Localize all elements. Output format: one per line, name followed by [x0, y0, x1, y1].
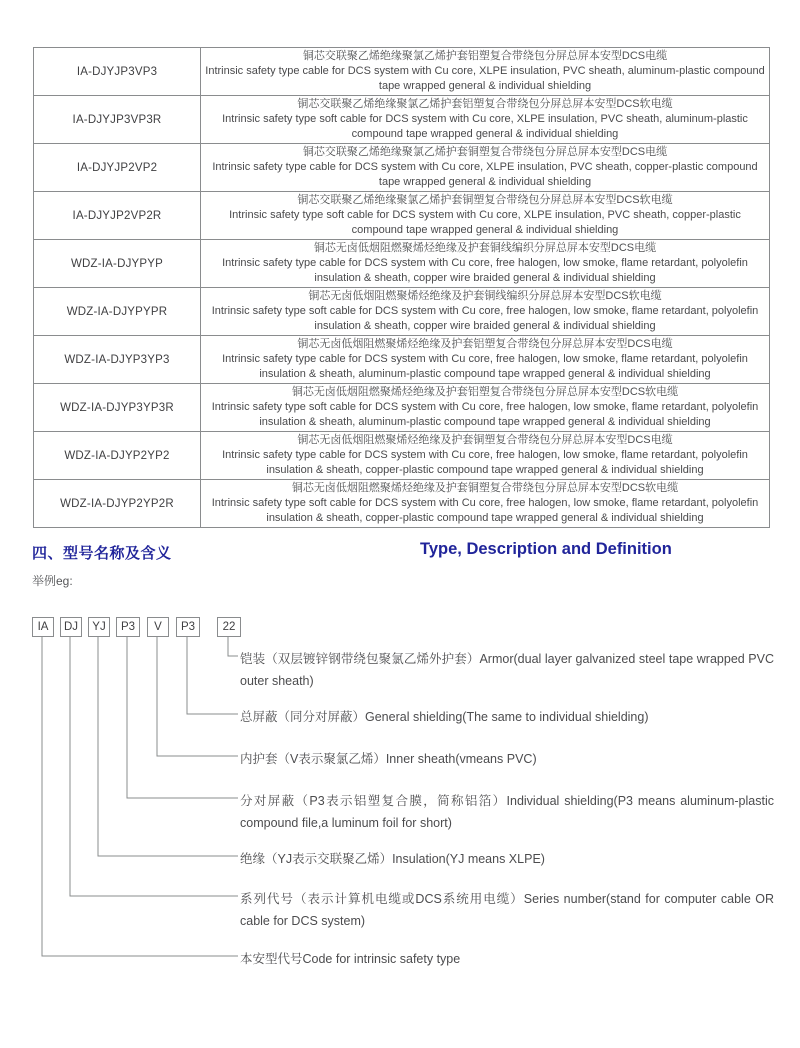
description-en: Intrinsic safety type soft cable for DCS system with Cu core, XLPE insulation, PVC sheath, copper-plastic compound tape wrapped general & individual shielding — [229, 209, 741, 236]
cable-type-table — [33, 47, 770, 528]
description-cell — [201, 240, 770, 288]
table-row — [34, 336, 770, 384]
description-cn: 铜芯交联聚乙烯绝缘聚氯乙烯护套铜塑复合带绕包分屏总屏本安型DCS电缆 — [302, 146, 668, 158]
model-code: WDZ-IA-DJYP3YP3 — [34, 336, 201, 384]
description-en: Intrinsic safety type cable for DCS system with Cu core, XLPE insulation, PVC sheath, copper-plastic compound tape wrapped general & individual shielding — [212, 161, 758, 188]
code-box-general-shielding: P3 — [176, 617, 200, 637]
model-code: WDZ-IA-DJYPYP — [34, 240, 201, 288]
description-cell — [201, 480, 770, 528]
code-box-series: DJ — [60, 617, 82, 637]
description-cn: 铜芯无卤低烟阻燃聚烯烃绝缘及护套铜塑复合带绕包分屏总屏本安型DCS软电缆 — [291, 482, 679, 494]
code-box-armor: 22 — [217, 617, 241, 637]
description-cell — [201, 432, 770, 480]
description-cell — [201, 192, 770, 240]
description-cell — [201, 96, 770, 144]
description-en: Intrinsic safety type cable for DCS system with Cu core, free halogen, low smoke, flame retardant, polyolefin insulation & sheath, copper-plastic compound tape wrapped general & individual shielding — [222, 449, 748, 476]
model-code: IA-DJYJP2VP2R — [34, 192, 201, 240]
description-cn: 铜芯无卤低烟阻燃聚烯烃绝缘及护套铝塑复合带绕包分屏总屏本安型DCS软电缆 — [291, 386, 679, 398]
code-box-insulation: YJ — [88, 617, 110, 637]
table-row — [34, 48, 770, 96]
description-cn: 铜芯无卤低烟阻燃聚烯烃绝缘及护套铝塑复合带绕包分屏总屏本安型DCS电缆 — [297, 338, 673, 350]
example-label: 举例eg: — [32, 574, 73, 588]
description-en: Intrinsic safety type cable for DCS system with Cu core, free halogen, low smoke, flame retardant, polyolefin insulation & sheath, aluminum-plastic compound tape wrapped general & individual shielding — [222, 353, 748, 380]
description-en: Intrinsic safety type soft cable for DCS system with Cu core, free halogen, low smoke, flame retardant, polyolefin insulation & sheath, copper-plastic compound tape wrapped general & individual shielding — [211, 497, 759, 524]
code-box-intrinsic-safety: IA — [32, 617, 54, 637]
model-code: IA-DJYJP2VP2 — [34, 144, 201, 192]
model-code: WDZ-IA-DJYP3YP3R — [34, 384, 201, 432]
model-code: WDZ-IA-DJYP2YP2R — [34, 480, 201, 528]
definition-armor: 铠装（双层镀锌钢带绕包聚氯乙烯外护套）Armor(dual layer galvanized steel tape wrapped PVC outer sheath) — [240, 652, 774, 688]
description-en: Intrinsic safety type cable for DCS system with Cu core, free halogen, low smoke, flame retardant, polyolefin insulation & sheath, copper wire braided general & individual shielding — [222, 257, 748, 284]
description-cell — [201, 288, 770, 336]
table-row — [34, 288, 770, 336]
description-cell — [201, 384, 770, 432]
description-cn: 铜芯交联聚乙烯绝缘聚氯乙烯护套铝塑复合带绕包分屏总屏本安型DCS软电缆 — [297, 98, 673, 110]
description-cn: 铜芯无卤低烟阻燃聚烯烃绝缘及护套铜线编织分屏总屏本安型DCS软电缆 — [308, 290, 662, 302]
model-code: WDZ-IA-DJYPYPR — [34, 288, 201, 336]
section-title-en: Type, Description and Definition — [420, 540, 672, 558]
description-cell — [201, 336, 770, 384]
table-row — [34, 480, 770, 528]
description-en: Intrinsic safety type soft cable for DCS system with Cu core, free halogen, low smoke, flame retardant, polyolefin insulation & sheath, aluminum-plastic compound tape wrapped general & individual shielding — [211, 401, 759, 428]
definition-general-shielding: 总屏蔽（同分对屏蔽）General shielding(The same to individual shielding) — [240, 710, 649, 724]
description-en: Intrinsic safety type soft cable for DCS system with Cu core, XLPE insulation, PVC sheath, aluminum-plastic compound tape wrapped general & individual shielding — [222, 113, 748, 140]
description-cn: 铜芯交联聚乙烯绝缘聚氯乙烯护套铜塑复合带绕包分屏总屏本安型DCS软电缆 — [297, 194, 673, 206]
table-row — [34, 144, 770, 192]
definition-series-number: 系列代号（表示计算机电缆或DCS系统用电缆）Series number(stand for computer cable OR cable for DCS system) — [240, 892, 774, 928]
type-code-diagram — [32, 612, 772, 1048]
description-cn: 铜芯无卤低烟阻燃聚烯烃绝缘及护套铜线编织分屏总屏本安型DCS电缆 — [313, 242, 657, 254]
definition-insulation: 绝缘（YJ表示交联聚乙烯）Insulation(YJ means XLPE) — [240, 852, 545, 866]
table-row — [34, 96, 770, 144]
model-code: WDZ-IA-DJYP2YP2 — [34, 432, 201, 480]
definition-intrinsic-safety-code: 本安型代号Code for intrinsic safety type — [240, 952, 461, 966]
code-box-inner-sheath: V — [147, 617, 169, 637]
description-en: Intrinsic safety type cable for DCS system with Cu core, XLPE insulation, PVC sheath, aluminum-plastic compound tape wrapped general & individual shielding — [205, 65, 765, 92]
description-en: Intrinsic safety type soft cable for DCS system with Cu core, free halogen, low smoke, flame retardant, polyolefin insulation & sheath, copper wire braided general & individual shielding — [211, 305, 759, 332]
section-title-cn: 四、型号名称及含义 — [32, 545, 172, 562]
description-cell — [201, 48, 770, 96]
model-code: IA-DJYJP3VP3 — [34, 48, 201, 96]
description-cn: 铜芯交联聚乙烯绝缘聚氯乙烯护套铝塑复合带绕包分屏总屏本安型DCS电缆 — [302, 50, 668, 62]
table-row — [34, 192, 770, 240]
code-box-individual-shielding: P3 — [116, 617, 140, 637]
definition-individual-shielding: 分对屏蔽（P3表示铝塑复合膜，简称铝箔）Individual shielding(P3 means aluminum-plastic compound file,a luminum foil for short) — [240, 794, 774, 830]
description-cn: 铜芯无卤低烟阻燃聚烯烃绝缘及护套铜塑复合带绕包分屏总屏本安型DCS电缆 — [297, 434, 673, 446]
description-cell — [201, 144, 770, 192]
definition-inner-sheath: 内护套（V表示聚氯乙烯）Inner sheath(vmeans PVC) — [240, 752, 537, 766]
model-code: IA-DJYJP3VP3R — [34, 96, 201, 144]
table-row — [34, 432, 770, 480]
table-row — [34, 384, 770, 432]
table-row — [34, 240, 770, 288]
